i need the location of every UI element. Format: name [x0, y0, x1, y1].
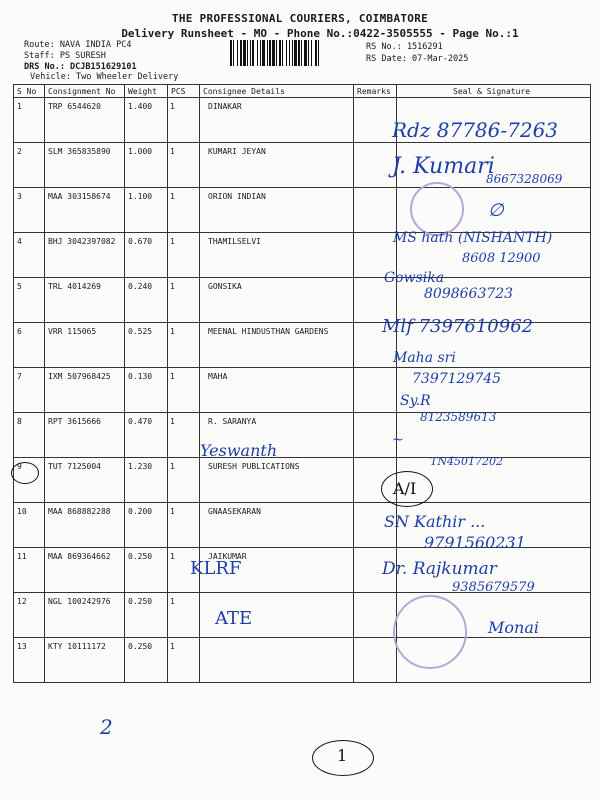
cell-consignment: MAA 869364662: [45, 548, 125, 593]
cell-sno: 4: [14, 233, 45, 278]
cell-sno: 9: [14, 458, 45, 503]
vehicle-label: Vehicle: Two Wheeler Delivery: [30, 72, 179, 82]
table-row: [14, 368, 591, 413]
cell-remarks: [354, 143, 397, 188]
signature-4-phone: 8608 12900: [462, 251, 541, 266]
cell-pcs: 1: [168, 278, 200, 323]
table-row: [14, 638, 591, 683]
cell-pcs: 1: [168, 638, 200, 683]
cell-consignment: MAA 303158674: [45, 188, 125, 233]
signature-3-mark: ∅: [488, 200, 504, 221]
route-label: Route: NAVA INDIA PC4: [24, 40, 132, 50]
cell-consignee: [200, 638, 354, 683]
cell-pcs: 1: [168, 188, 200, 233]
cell-weight: 0.130: [125, 368, 168, 413]
rs-number: RS No.: 1516291: [366, 42, 443, 52]
cell-consignment: IXM 507968425: [45, 368, 125, 413]
cell-consignee: R. SARANYA: [200, 413, 354, 458]
seal-stamp-2: [393, 595, 467, 669]
signature-5-name: Gowsika: [384, 270, 445, 286]
col-signature: Seal & Signature: [397, 85, 591, 98]
barcode: [230, 40, 356, 66]
cell-remarks: [354, 188, 397, 233]
row-10-circle-mark: [11, 462, 39, 484]
row-9-handwritten-note: Yeswanth: [200, 441, 278, 460]
cell-consignment: TRL 4014269: [45, 278, 125, 323]
signature-6: Mlf 7397610962: [382, 316, 534, 337]
cell-weight: 1.400: [125, 98, 168, 143]
col-sno: S No: [14, 85, 45, 98]
cell-sno: 6: [14, 323, 45, 368]
staff-label: Staff: PS SURESH: [24, 51, 106, 61]
signature-12-name: Dr. Rajkumar: [382, 559, 497, 579]
cell-consignee: JAIKUMAR: [200, 548, 354, 593]
signature-13: Monai: [488, 618, 539, 637]
cell-consignment: RPT 3615666: [45, 413, 125, 458]
cell-consignee: THAMILSELVI: [200, 233, 354, 278]
cell-consignment: NGL 100242976: [45, 593, 125, 638]
cell-weight: 0.470: [125, 413, 168, 458]
cell-sno: 11: [14, 548, 45, 593]
row-13-handwritten-note: ATE: [215, 608, 253, 629]
cell-pcs: 1: [168, 233, 200, 278]
table-header-row: [14, 85, 591, 98]
signature-9: TN45017202: [430, 455, 503, 468]
bottom-circle-mark: 1: [337, 746, 348, 765]
cell-consignee: KUMARI JEYAN: [200, 143, 354, 188]
cell-weight: 0.250: [125, 548, 168, 593]
cell-consignee: MEENAL HINDUSTHAN GARDENS: [200, 323, 354, 368]
cell-pcs: 1: [168, 413, 200, 458]
cell-consignment: KTY 10111172: [45, 638, 125, 683]
cell-sno: 12: [14, 593, 45, 638]
cell-sno: 10: [14, 503, 45, 548]
signature-5-phone: 8098663723: [424, 286, 514, 302]
cell-weight: 1.100: [125, 188, 168, 233]
cell-consignment: TRP 6544620: [45, 98, 125, 143]
signature-7-name: Maha sri: [393, 350, 456, 366]
signature-8-phone: 8123589613: [420, 410, 497, 424]
col-remarks: Remarks: [354, 85, 397, 98]
cell-remarks: [354, 368, 397, 413]
signature-4-name: MS hath (NISHANTH): [393, 230, 553, 246]
cell-consignee: GONSIKA: [200, 278, 354, 323]
cell-consignee: ORION INDIAN: [200, 188, 354, 233]
cell-sno: 8: [14, 413, 45, 458]
cell-weight: 1.000: [125, 143, 168, 188]
cell-weight: 1.230: [125, 458, 168, 503]
signature-8-name: Sy.R: [400, 393, 431, 409]
cell-consignment: VRR 115065: [45, 323, 125, 368]
cell-sno: 5: [14, 278, 45, 323]
cell-consignee: MAHA: [200, 368, 354, 413]
cell-pcs: 1: [168, 368, 200, 413]
signature-1: Rdz 87786-7263: [392, 118, 559, 142]
row-12-handwritten-note: KLRF: [190, 558, 242, 579]
cell-pcs: 1: [168, 503, 200, 548]
company-title: THE PROFESSIONAL COURIERS, COIMBATORE: [171, 12, 429, 25]
cell-consignment: BHJ 3042397082: [45, 233, 125, 278]
col-weight: Weight: [125, 85, 168, 98]
cell-pcs: 1: [168, 143, 200, 188]
cell-weight: 0.670: [125, 233, 168, 278]
cell-consignee: SURESH PUBLICATIONS: [200, 458, 354, 503]
cell-weight: 0.200: [125, 503, 168, 548]
signature-11-phone: 9791560231: [424, 533, 526, 552]
rs-date: RS Date: 07-Mar-2025: [366, 54, 469, 64]
cell-remarks: [354, 98, 397, 143]
runsheet-subtitle: Delivery Runsheet - MO - Phone No.:0422-3505555 - Page No.:1: [121, 27, 519, 40]
cell-consignment: TUT 7125004: [45, 458, 125, 503]
drs-label: DRS No.: DCJB151629101: [24, 62, 137, 72]
cell-remarks: [354, 593, 397, 638]
signature-10: A/I: [393, 479, 417, 498]
cell-sno: 2: [14, 143, 45, 188]
cell-sno: 7: [14, 368, 45, 413]
cell-pcs: 1: [168, 458, 200, 503]
cell-consignee: DINAKAR: [200, 98, 354, 143]
col-consignment: Consignment No: [45, 85, 125, 98]
cell-weight: 0.250: [125, 593, 168, 638]
cell-sno: 3: [14, 188, 45, 233]
table-row: [14, 458, 591, 503]
col-consignee: Consignee Details: [200, 85, 354, 98]
cell-weight: 0.525: [125, 323, 168, 368]
bottom-left-mark: 2: [100, 715, 113, 739]
seal-stamp-1: [410, 182, 464, 236]
signature-12-phone: 9385679579: [452, 580, 535, 595]
cell-sno: 13: [14, 638, 45, 683]
signature-2-phone: 8667328069: [486, 172, 563, 186]
cell-pcs: 1: [168, 323, 200, 368]
cell-pcs: 1: [168, 593, 200, 638]
cell-pcs: 1: [168, 548, 200, 593]
table-row: [14, 413, 591, 458]
signature-11-name: SN Kathir ...: [384, 512, 486, 531]
cell-consignment: SLM 365835890: [45, 143, 125, 188]
signature-9-mark: ~: [392, 432, 404, 448]
col-pcs: PCS: [168, 85, 200, 98]
cell-weight: 0.240: [125, 278, 168, 323]
cell-consignment: MAA 868882288: [45, 503, 125, 548]
signature-7-phone: 7397129745: [412, 371, 502, 387]
cell-pcs: 1: [168, 98, 200, 143]
cell-sno: 1: [14, 98, 45, 143]
cell-remarks: [354, 413, 397, 458]
cell-consignee: GNAASEKARAN: [200, 503, 354, 548]
cell-remarks: [354, 638, 397, 683]
cell-weight: 0.250: [125, 638, 168, 683]
signature-2-name: J. Kumari: [392, 154, 495, 179]
